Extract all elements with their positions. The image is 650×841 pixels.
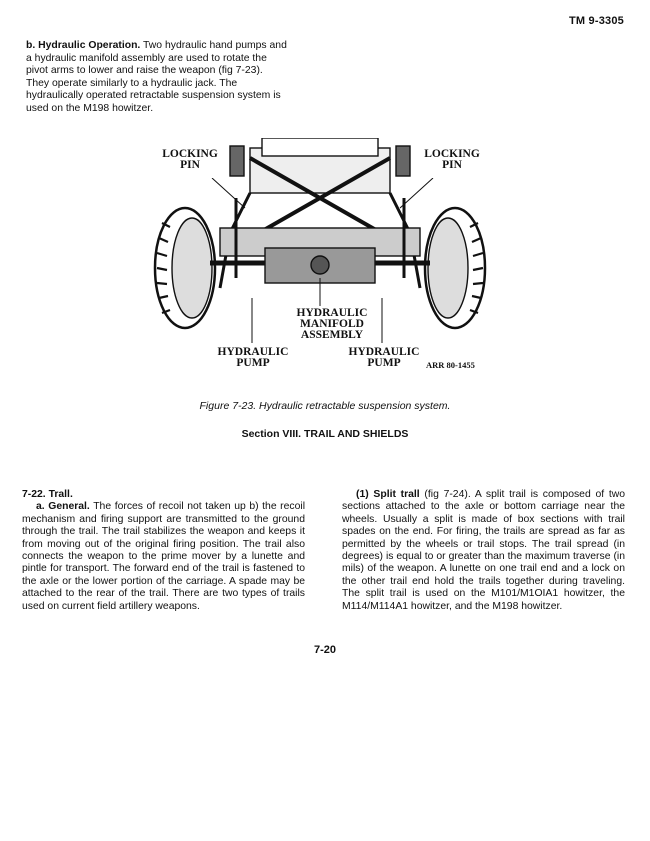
left-wheel (155, 208, 215, 328)
chassis-frame (210, 138, 430, 288)
paragraph-label: (1) Split trall (356, 489, 420, 500)
right-wheel (425, 208, 485, 328)
hydraulic-pump-left-label: HYDRAULIC PUMP (217, 346, 289, 369)
paragraph-general (22, 501, 305, 613)
figure-suspension-system (150, 138, 495, 386)
paragraph-text: The forces of recoil not taken up b) the recoil mechanism and firing support are transmitted to the ground through the trail. The trail stabilizes the weapon and keeps it from moving out of the original firing position. The trail also connects the weapon to the prime mover by a lunette and pintle for transport. The forward end of the trail is fastened to the axle or the lower portion of the carriage. A spade may be attached to the rear of the trail. There are two types of trails used on current field artillery weapons. (22, 501, 305, 612)
hydraulic-pump-right-label: HYDRAULIC PUMP (348, 346, 420, 369)
figure-code: ARR 80-1455 (426, 360, 475, 370)
page-number: 7-20 (313, 644, 337, 656)
paragraph-label: b. Hydraulic Operation. (26, 40, 141, 51)
locking-pin-left-label: LOCKING PIN (162, 148, 218, 171)
locking-pin-right-label: LOCKING PIN (424, 148, 480, 171)
section-title: Section VIII. TRAIL AND SHIELDS (241, 428, 409, 440)
suspension-illustration (150, 138, 495, 386)
paragraph-split-trail (342, 489, 625, 613)
left-column (22, 489, 305, 613)
paragraph-label: a. General. (36, 501, 90, 513)
manifold-assembly-label: HYDRAULIC MANIFOLD ASSEMBLY (296, 307, 368, 341)
document-number: TM 9-3305 (569, 15, 624, 27)
paragraph-hydraulic-operation (26, 40, 288, 116)
paragraph-text: Two hydraulic hand pumps and a hydraulic manifold assembly are used to rotate the pivot arms to lower and raise the weapon (fig 7-23). They operate similarly to a hydraulic jack. The hydraulically operated retractable suspension system is used on the M198 howitzer. (26, 40, 287, 114)
paragraph-text: (fig 7-24). A split trail is composed of two sections attached to the axle or bottom carriage near the wheels. Usually a split is made of box sections with trail spades on the end. For firing, the trails are spread as far as permitted by the wheels or trail stops. The trail spread (in degrees) is equal to or greater than the maximum traverse (in mils) of the weapon. A lunette on one trail end and a lock on the other trail end hold the trails together during traveling. The split trail is used on the M101/M1OIA1 howitzer, the M114/M114A1 howitzer, and the M198 howitzer. (342, 489, 625, 612)
right-column (342, 489, 625, 613)
section-heading: 7-22. Trall. (22, 489, 73, 500)
figure-caption: Figure 7-23. Hydraulic retractable suspension system. (199, 400, 451, 412)
